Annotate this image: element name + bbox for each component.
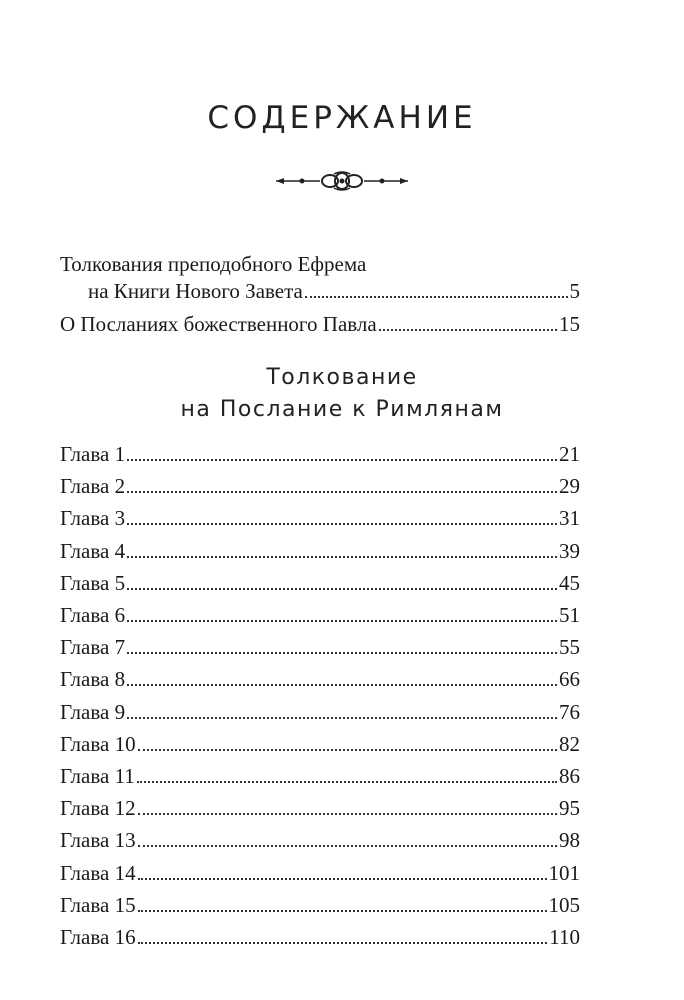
chapter-label: Глава 10 bbox=[60, 731, 136, 756]
page-title: СОДЕРЖАНИЕ bbox=[207, 100, 477, 136]
dot-leader bbox=[138, 749, 557, 751]
chapter-page: 55 bbox=[559, 635, 580, 660]
dot-leader bbox=[127, 588, 557, 590]
dot-leader bbox=[379, 329, 557, 331]
flourish-ornament-icon bbox=[272, 170, 412, 192]
dot-leader bbox=[127, 717, 557, 719]
dot-leader bbox=[138, 942, 548, 944]
dot-leader bbox=[138, 845, 557, 847]
chapter-label: Глава 1 bbox=[60, 442, 126, 466]
chapter-entry bbox=[60, 762, 580, 790]
toc-intro-entry bbox=[88, 277, 580, 305]
chapter-page: 86 bbox=[559, 764, 580, 788]
dot-leader bbox=[127, 684, 557, 686]
chapter-page: 76 bbox=[559, 699, 580, 724]
chapter-page: 98 bbox=[559, 828, 580, 853]
chapter-entry bbox=[60, 601, 580, 629]
chapter-page: 21 bbox=[559, 442, 580, 466]
dot-leader bbox=[127, 620, 557, 622]
chapter-label: Глава 5 bbox=[60, 570, 126, 595]
chapter-label: Глава 7 bbox=[60, 635, 126, 660]
chapter-label: Глава 13 bbox=[60, 828, 136, 853]
chapter-page: 31 bbox=[559, 506, 580, 531]
chapter-label: Глава 16 bbox=[60, 925, 136, 949]
chapter-entry bbox=[60, 537, 580, 565]
chapter-entry bbox=[60, 826, 580, 854]
section-title-line1: Толкование bbox=[266, 365, 418, 390]
chapter-page: 45 bbox=[559, 570, 580, 595]
toc-entry-page: 5 bbox=[569, 279, 580, 303]
chapter-page: 39 bbox=[559, 538, 580, 563]
dot-leader bbox=[127, 556, 557, 558]
chapter-page: 101 bbox=[548, 860, 580, 885]
chapter-entry bbox=[60, 633, 580, 661]
chapter-page: 51 bbox=[559, 603, 580, 627]
chapter-entry bbox=[60, 698, 580, 726]
toc-intro-line1: Толкования преподобного Ефрема bbox=[60, 252, 367, 276]
chapter-page: 105 bbox=[548, 892, 580, 917]
chapter-label: Глава 11 bbox=[60, 764, 135, 788]
dot-leader bbox=[127, 459, 557, 461]
dot-leader bbox=[138, 813, 557, 815]
dot-leader bbox=[305, 296, 568, 298]
chapter-label: Глава 4 bbox=[60, 538, 126, 563]
section-title-line2: на Послание к Римлянам bbox=[180, 397, 504, 422]
dot-leader bbox=[138, 910, 547, 912]
chapter-label: Глава 2 bbox=[60, 474, 126, 499]
chapter-entry bbox=[60, 665, 580, 693]
toc-entry-page: 15 bbox=[559, 312, 580, 336]
chapter-entry bbox=[60, 794, 580, 822]
chapter-page: 66 bbox=[559, 667, 580, 692]
chapter-label: Глава 15 bbox=[60, 892, 136, 917]
chapter-label: Глава 8 bbox=[60, 667, 126, 692]
chapter-label: Глава 14 bbox=[60, 860, 136, 885]
toc-entry-label: О Посланиях божественного Павла bbox=[60, 312, 377, 336]
toc-entry-label: на Книги Нового Завета bbox=[88, 279, 303, 303]
toc-epistles-entry bbox=[60, 310, 580, 338]
chapter-label: Глава 9 bbox=[60, 699, 126, 724]
chapter-page: 110 bbox=[549, 925, 580, 949]
dot-leader bbox=[127, 491, 557, 493]
chapter-page: 82 bbox=[559, 731, 580, 756]
chapter-entry bbox=[60, 440, 580, 468]
chapter-label: Глава 3 bbox=[60, 506, 126, 531]
chapter-entry bbox=[60, 569, 580, 597]
dot-leader bbox=[127, 523, 557, 525]
chapter-page: 29 bbox=[559, 474, 580, 499]
dot-leader bbox=[137, 781, 557, 783]
dot-leader bbox=[138, 878, 547, 880]
chapter-entry bbox=[60, 923, 580, 951]
chapter-entry bbox=[60, 730, 580, 758]
chapter-entry bbox=[60, 891, 580, 919]
chapter-label: Глава 6 bbox=[60, 603, 126, 627]
chapter-page: 95 bbox=[559, 796, 580, 821]
chapter-label: Глава 12 bbox=[60, 796, 136, 821]
chapter-entry bbox=[60, 859, 580, 887]
chapter-entry bbox=[60, 504, 580, 532]
dot-leader bbox=[127, 652, 557, 654]
chapter-entry bbox=[60, 472, 580, 500]
